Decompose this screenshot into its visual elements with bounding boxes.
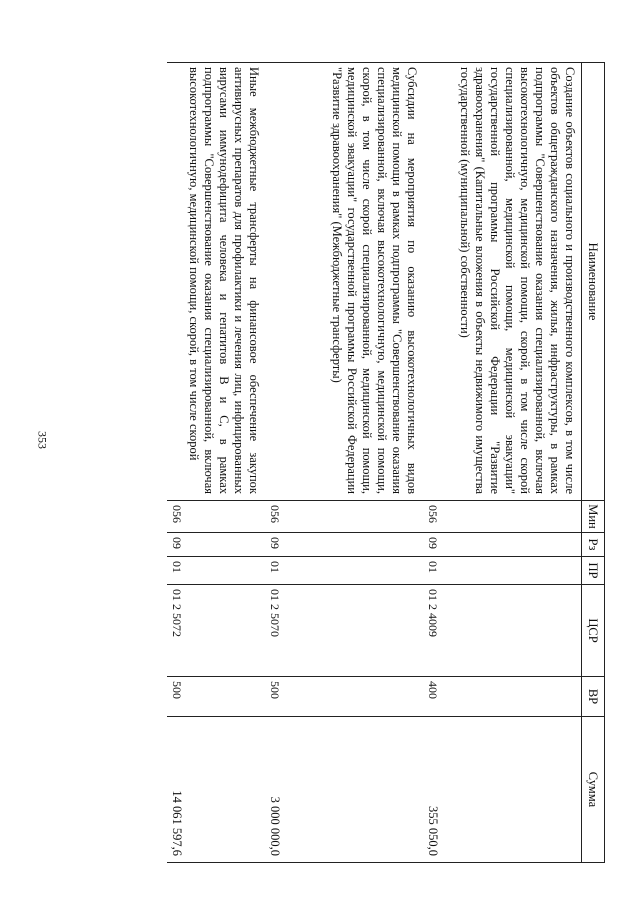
header-csr: ЦСР — [582, 585, 605, 677]
row-vr: 500 — [265, 677, 423, 717]
row-pr: 01 — [265, 557, 423, 585]
header-rz: Рз — [582, 533, 605, 557]
row-min: 056 — [265, 501, 423, 533]
row-name — [423, 63, 582, 501]
row-vr: 400 — [423, 677, 582, 717]
row-min: 056 — [167, 501, 265, 533]
table-header-row — [582, 63, 605, 863]
row-name-text: Создание объектов социального и производственного комплексов, в том числе объектов общегражданского назначения, жилья, инфраструктуры, в рамках подпрограммы "Совершенствование оказания специализированной, включая высокотехнологичную, медицинской помощи, скорой, в том числе скорой специализированной, медицинской помощи, медицинской эвакуации" государственной программы Российской Федерации "Развитие здравоохранения" (Капитальные вложения в объекты недвижимого имущества государственной (муниципальной) собственности) — [458, 67, 577, 494]
budget-table — [167, 62, 605, 863]
row-rz: 09 — [167, 533, 265, 557]
table-row — [167, 63, 265, 863]
header-sum: Сумма — [582, 717, 605, 863]
header-name: Наименование — [582, 63, 605, 501]
row-name — [167, 63, 265, 501]
row-pr: 01 — [423, 557, 582, 585]
row-csr: 01 2 5072 — [167, 585, 265, 677]
row-sum: 3 000 000,0 — [265, 717, 423, 863]
row-csr: 01 2 5070 — [265, 585, 423, 677]
header-pr: ПР — [582, 557, 605, 585]
row-name-text: Иные межбюджетные трансферты на финансовое обеспечение закупок антивирусных препаратов для профилактики и лечения лиц, инфицированных вирусами иммунодефицита человека и гепатитов B и C, в рамках подпрограммы "Совершенствование оказания специализированной, включая высокотехнологичную, медицинской помощи, скорой, в том числе скорой — [187, 67, 261, 494]
budget-table-rotated — [65, 62, 605, 862]
row-pr: 01 — [167, 557, 265, 585]
row-name-text: Субсидии на мероприятия по оказанию высокотехнологичных видов медицинской помощи в рамках подпрограммы "Совершенствование оказания специализированной, включая высокотехнологичную, медицинской помощи, скорой, в том числе скорой специализированной, медицинской помощи, медицинской эвакуации" государственной программы Российской Федерации "Развитие здравоохранения" (Межбюджетные трансферты) — [330, 67, 419, 494]
row-sum: 14 061 597,6 — [167, 717, 265, 863]
header-min: Мин — [582, 501, 605, 533]
row-csr: 01 2 4009 — [423, 585, 582, 677]
table-row — [265, 63, 423, 863]
header-vr: ВР — [582, 677, 605, 717]
row-rz: 09 — [423, 533, 582, 557]
table-row — [423, 63, 582, 863]
row-name — [265, 63, 423, 501]
row-vr: 500 — [167, 677, 265, 717]
row-min: 056 — [423, 501, 582, 533]
row-sum: 355 050,0 — [423, 717, 582, 863]
page-number: 353 — [35, 431, 50, 449]
row-rz: 09 — [265, 533, 423, 557]
